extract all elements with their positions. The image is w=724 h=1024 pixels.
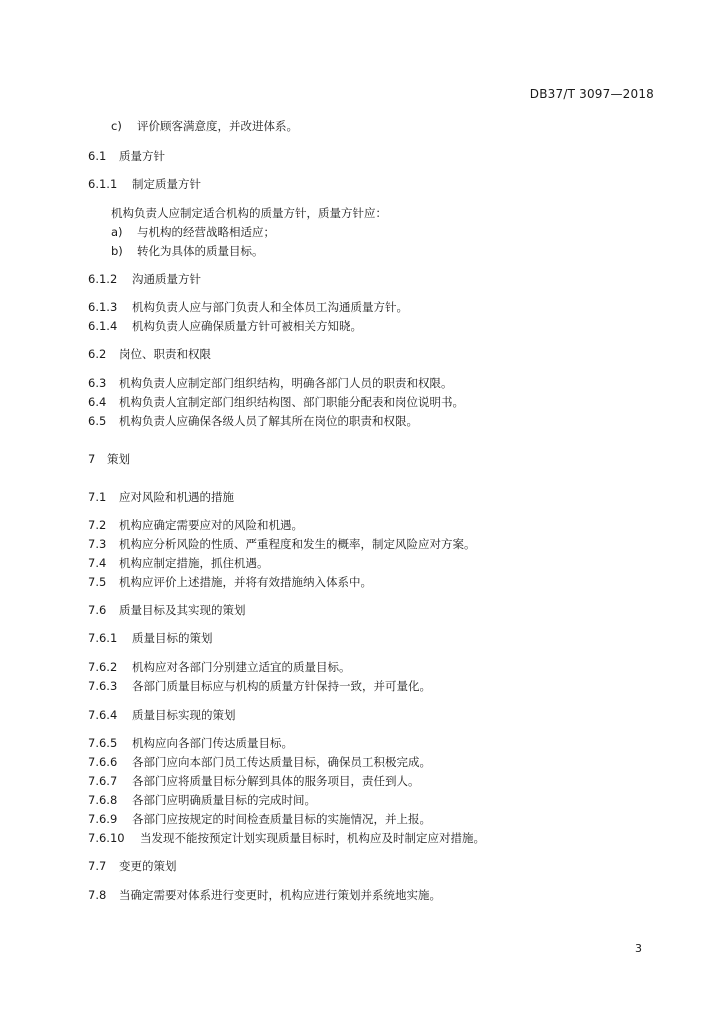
clause: 7.6.3 各部门质量目标应与机构的质量方针保持一致，并可量化。 [88,679,431,693]
clause: 6.1.4 机构负责人应确保质量方针可被相关方知晓。 [88,319,362,333]
section-heading: 6.1 质量方针 [88,149,165,163]
clause: 7.6.10 当发现不能按预定计划实现质量目标时，机构应及时制定应对措施。 [88,831,485,845]
section-heading: 7.6 质量目标及其实现的策划 [88,603,246,617]
subsection-heading: 6.1.2 沟通质量方针 [88,272,201,286]
list-item: a) 与机构的经营战略相适应； [111,225,275,239]
subsection-heading: 7.6.4 质量目标实现的策划 [88,708,236,722]
list-item: b) 转化为具体的质量目标。 [111,244,264,258]
section-heading: 7.1 应对风险和机遇的措施 [88,490,234,504]
section-heading: 7.7 变更的策划 [88,859,177,873]
page-number: 3 [635,942,642,955]
subsection-heading: 6.1.1 制定质量方针 [88,177,201,191]
list-item: c) 评价顾客满意度，并改进体系。 [111,119,298,133]
clause: 6.4 机构负责人宜制定部门组织结构图、部门职能分配表和岗位说明书。 [88,395,464,409]
doc-code: DB37/T 3097—2018 [529,87,654,101]
chapter-heading: 7 策划 [88,452,130,466]
clause: 7.3 机构应分析风险的性质、严重程度和发生的概率，制定风险应对方案。 [88,537,476,551]
clause: 7.6.6 各部门应向本部门员工传达质量目标，确保员工积极完成。 [88,755,431,769]
clause: 7.6.7 各部门应将质量目标分解到具体的服务项目，责任到人。 [88,774,420,788]
clause: 7.2 机构应确定需要应对的风险和机遇。 [88,518,303,532]
clause: 7.6.2 机构应对各部门分别建立适宜的质量目标。 [88,660,351,674]
paragraph: 机构负责人应制定适合机构的质量方针，质量方针应： [111,206,387,220]
clause: 6.3 机构负责人应制定部门组织结构，明确各部门人员的职责和权限。 [88,376,453,390]
section-heading: 6.2 岗位、职责和权限 [88,347,211,361]
subsection-heading: 7.6.1 质量目标的策划 [88,631,213,645]
clause: 6.5 机构负责人应确保各级人员了解其所在岗位的职责和权限。 [88,414,418,428]
clause: 7.8 当确定需要对体系进行变更时，机构应进行策划并系统地实施。 [88,888,441,902]
clause: 6.1.3 机构负责人应与部门负责人和全体员工沟通质量方针。 [88,300,408,314]
clause: 7.5 机构应评价上述措施，并将有效措施纳入体系中。 [88,575,372,589]
clause: 7.4 机构应制定措施，抓住机遇。 [88,556,269,570]
clause: 7.6.9 各部门应按规定的时间检查质量目标的实施情况，并上报。 [88,812,431,826]
clause: 7.6.5 机构应向各部门传达质量目标。 [88,736,293,750]
clause: 7.6.8 各部门应明确质量目标的完成时间。 [88,793,316,807]
